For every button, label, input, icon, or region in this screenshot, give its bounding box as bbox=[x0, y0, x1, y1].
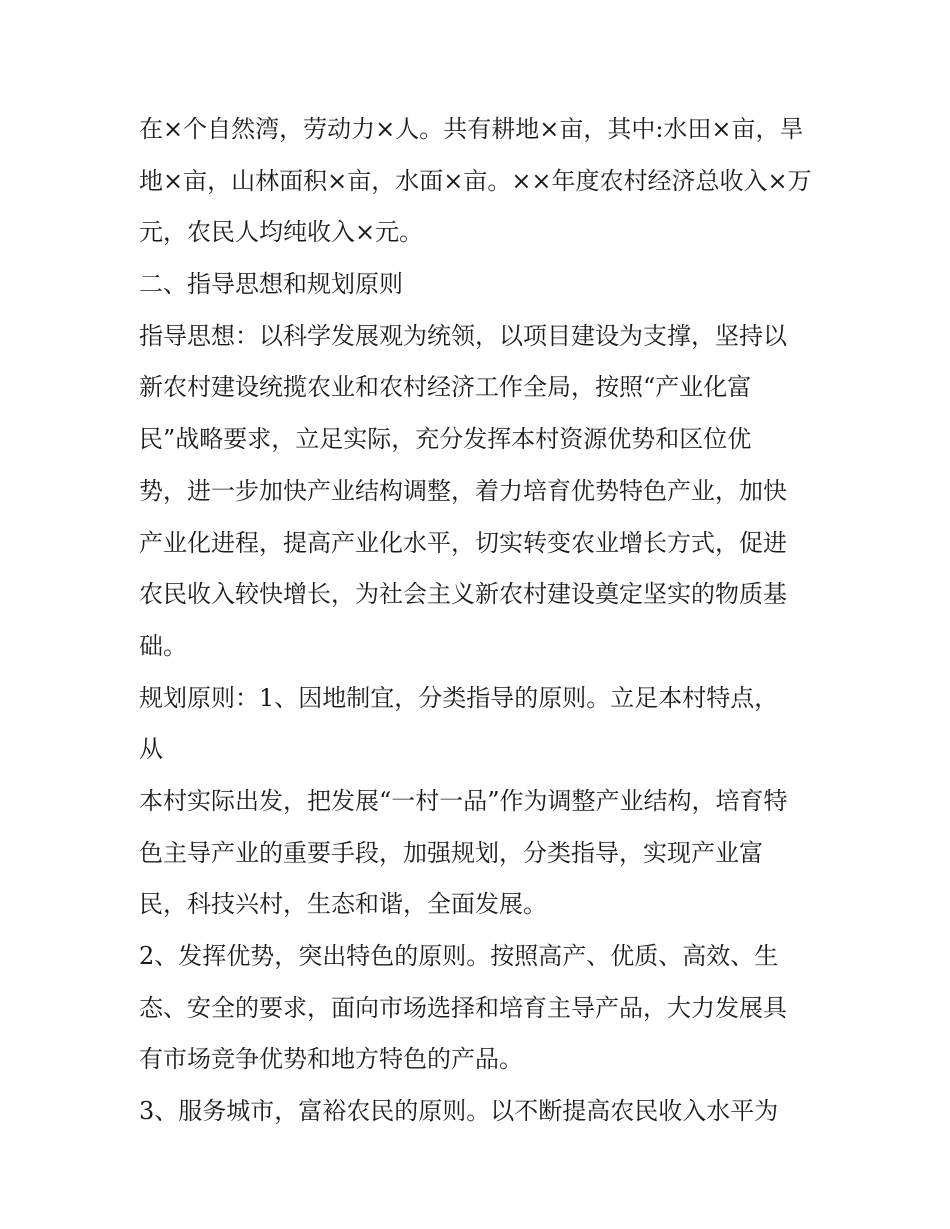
text-line: 地×亩，山林面积×亩，水面×亩。××年度农村经济总收入×万 bbox=[139, 166, 812, 195]
text-line: 新农村建设统揽农业和农村经济工作全局，按照“产业化富 bbox=[139, 373, 752, 402]
text-line: 民，科技兴村，生态和谐，全面发展。 bbox=[139, 890, 547, 919]
text-line: 态、安全的要求，面向市场选择和培育主导产品，大力发展具 bbox=[139, 993, 787, 1022]
text-line: 民”战略要求，立足实际，充分发挥本村资源优势和区位优 bbox=[139, 425, 752, 454]
section-heading: 二、指导思想和规划原则 bbox=[139, 270, 403, 299]
text-line: 势，进一步加快产业结构调整，着力培育优势特色产业，加快 bbox=[139, 476, 787, 505]
document-body bbox=[139, 104, 819, 1138]
text-line: 2、发挥优势，突出特色的原则。按照高产、优质、高效、生 bbox=[139, 942, 779, 970]
text-line: 有市场竞争优势和地方特色的产品。 bbox=[139, 1045, 523, 1074]
text-line: 规划原则：1、因地制宜，分类指导的原则。立足本村特点， bbox=[139, 683, 779, 712]
text-line: 本村实际出发，把发展“一村一品”作为调整产业结构，培育特 bbox=[139, 786, 788, 815]
text-line: 色主导产业的重要手段，加强规划，分类指导，实现产业富 bbox=[139, 838, 763, 867]
text-line: 础。 bbox=[139, 631, 187, 660]
text-line: 产业化进程，提高产业化水平，切实转变农业增长方式，促进 bbox=[139, 528, 787, 557]
text-line: 在×个自然湾，劳动力×人。共有耕地×亩，其中:水田×亩，旱 bbox=[139, 115, 804, 143]
text-line: 指导思想：以科学发展观为统领，以项目建设为支撑，坚持以 bbox=[139, 321, 787, 350]
text-line: 元，农民人均纯收入×元。 bbox=[139, 218, 424, 247]
text-line: 从 bbox=[139, 735, 163, 764]
text-line: 农民收入较快增长，为社会主义新农村建设奠定坚实的物质基 bbox=[139, 580, 787, 609]
text-line: 3、服务城市，富裕农民的原则。以不断提高农民收入水平为 bbox=[139, 1097, 779, 1126]
